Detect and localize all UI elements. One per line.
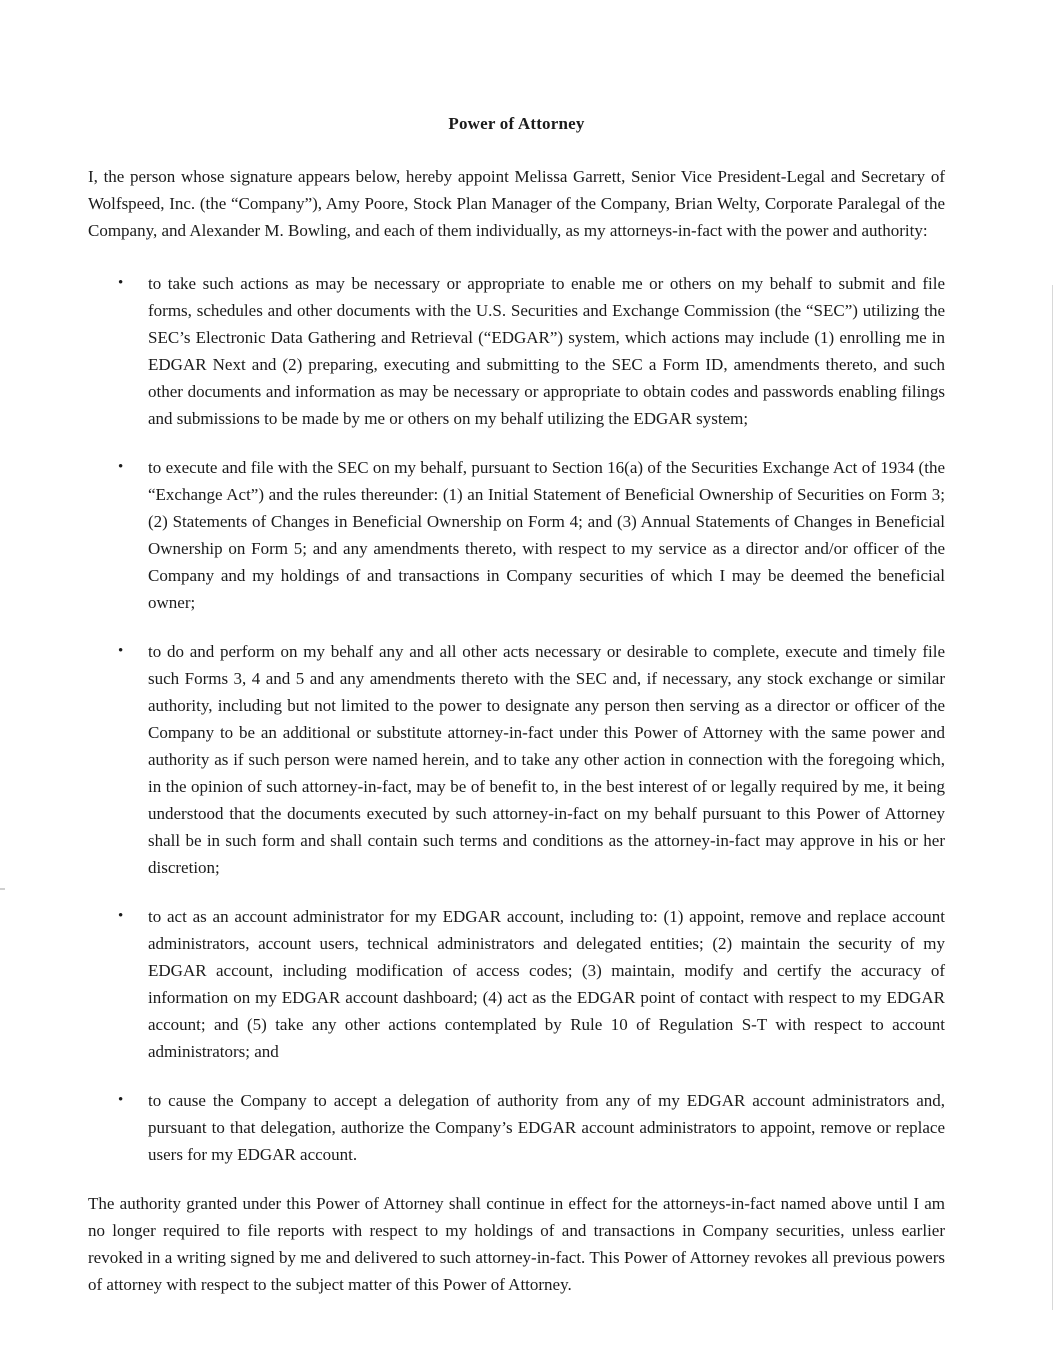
bullet-item [88,270,945,432]
document-title: Power of Attorney [448,114,585,133]
bullet-marker-icon: • [118,643,124,659]
scan-artifact-mark [0,888,5,890]
bullet-marker-icon: • [118,459,124,475]
bullet-text: to cause the Company to accept a delegation of authority from any of my EDGAR account administrators and, pursuant to that delegation, authorize the Company’s EDGAR account administrators to appoint, remove or replace users for my EDGAR account. [148,1091,945,1164]
bullet-item [88,1087,945,1168]
bullet-text: to execute and file with the SEC on my behalf, pursuant to Section 16(a) of the Securities Exchange Act of 1934 (the “Exchange Act”) and the rules thereunder: (1) an Initial Statement of Beneficial Ownership of Securities on Form 3; (2) Statements of Changes in Beneficial Ownership on Form 4; and (3) Annual Statements of Changes in Beneficial Ownership on Form 5; and any amendments thereto, with respect to my service as a director and/or officer of the Company and my holdings of and transactions in Company securities of which I may be deemed the beneficial owner; [148,458,945,612]
bullet-marker-icon: • [118,908,124,924]
bullet-marker-icon: • [118,275,124,291]
bullet-item [88,903,945,1065]
closing-paragraph: The authority granted under this Power of Attorney shall continue in effect for the attorneys-in-fact named above until I am no longer required to file reports with respect to my holdings of and transactions in Company securities, unless earlier revoked in a writing signed by me and delivered to such attorney-in-fact. This Power of Attorney revokes all previous powers of attorney with respect to the subject matter of this Power of Attorney. [88,1194,945,1294]
scan-artifact-line [1052,285,1053,1310]
bullet-marker-icon: • [118,1092,124,1108]
bullet-text: to take such actions as may be necessary or appropriate to enable me or others on my behalf to submit and file forms, schedules and other documents with the U.S. Securities and Exchange Commission (the “SEC”) utilizing the SEC’s Electronic Data Gathering and Retrieval (“EDGAR”) system, which actions may include (1) enrolling me in EDGAR Next and (2) preparing, executing and submitting to the SEC a Form ID, amendments thereto, and such other documents and information as may be necessary or appropriate to obtain codes and passwords enabling filings and submissions to be made by me or others on my behalf utilizing the EDGAR system; [148,274,945,428]
bullet-item [88,638,945,881]
bullet-text: to do and perform on my behalf any and all other acts necessary or desirable to complete, execute and timely file such Forms 3, 4 and 5 and any amendments thereto with the SEC and, if necessary, any stock exchange or similar authority, including but not limited to the power to designate any person then serving as a director or officer of the Company to be an additional or substitute attorney-in-fact under this Power of Attorney with the same power and authority as if such person were named herein, and to take any other action in connection with the foregoing which, in the opinion of such attorney-in-fact, may be of benefit to, in the best interest of or legally required by me, it being understood that the documents executed by such attorney-in-fact on my behalf pursuant to this Power of Attorney shall be in such form and shall contain such terms and conditions as the attorney-in-fact may approve in his or her discretion; [148,642,945,877]
bullet-item [88,454,945,616]
bullet-list [88,270,945,1168]
bullet-text: to act as an account administrator for my EDGAR account, including to: (1) appoint, remove and replace account administrators, account users, technical administrators and delegated entities; (2) maintain the security of my EDGAR account, including modification of access codes; (3) maintain, modify and certify the accuracy of information on my EDGAR account dashboard; (4) act as the EDGAR point of contact with respect to my EDGAR account; and (5) take any other actions contemplated by Rule 10 of Regulation S-T with respect to account administrators; and [148,907,945,1061]
intro-paragraph: I, the person whose signature appears below, hereby appoint Melissa Garrett, Senior Vice President-Legal and Secretary of Wolfspeed, Inc. (the “Company”), Amy Poore, Stock Plan Manager of the Company, Brian Welty, Corporate Paralegal of the Company, and Alexander M. Bowling, and each of them individually, as my attorneys-in-fact with the power and authority: [88,167,945,240]
